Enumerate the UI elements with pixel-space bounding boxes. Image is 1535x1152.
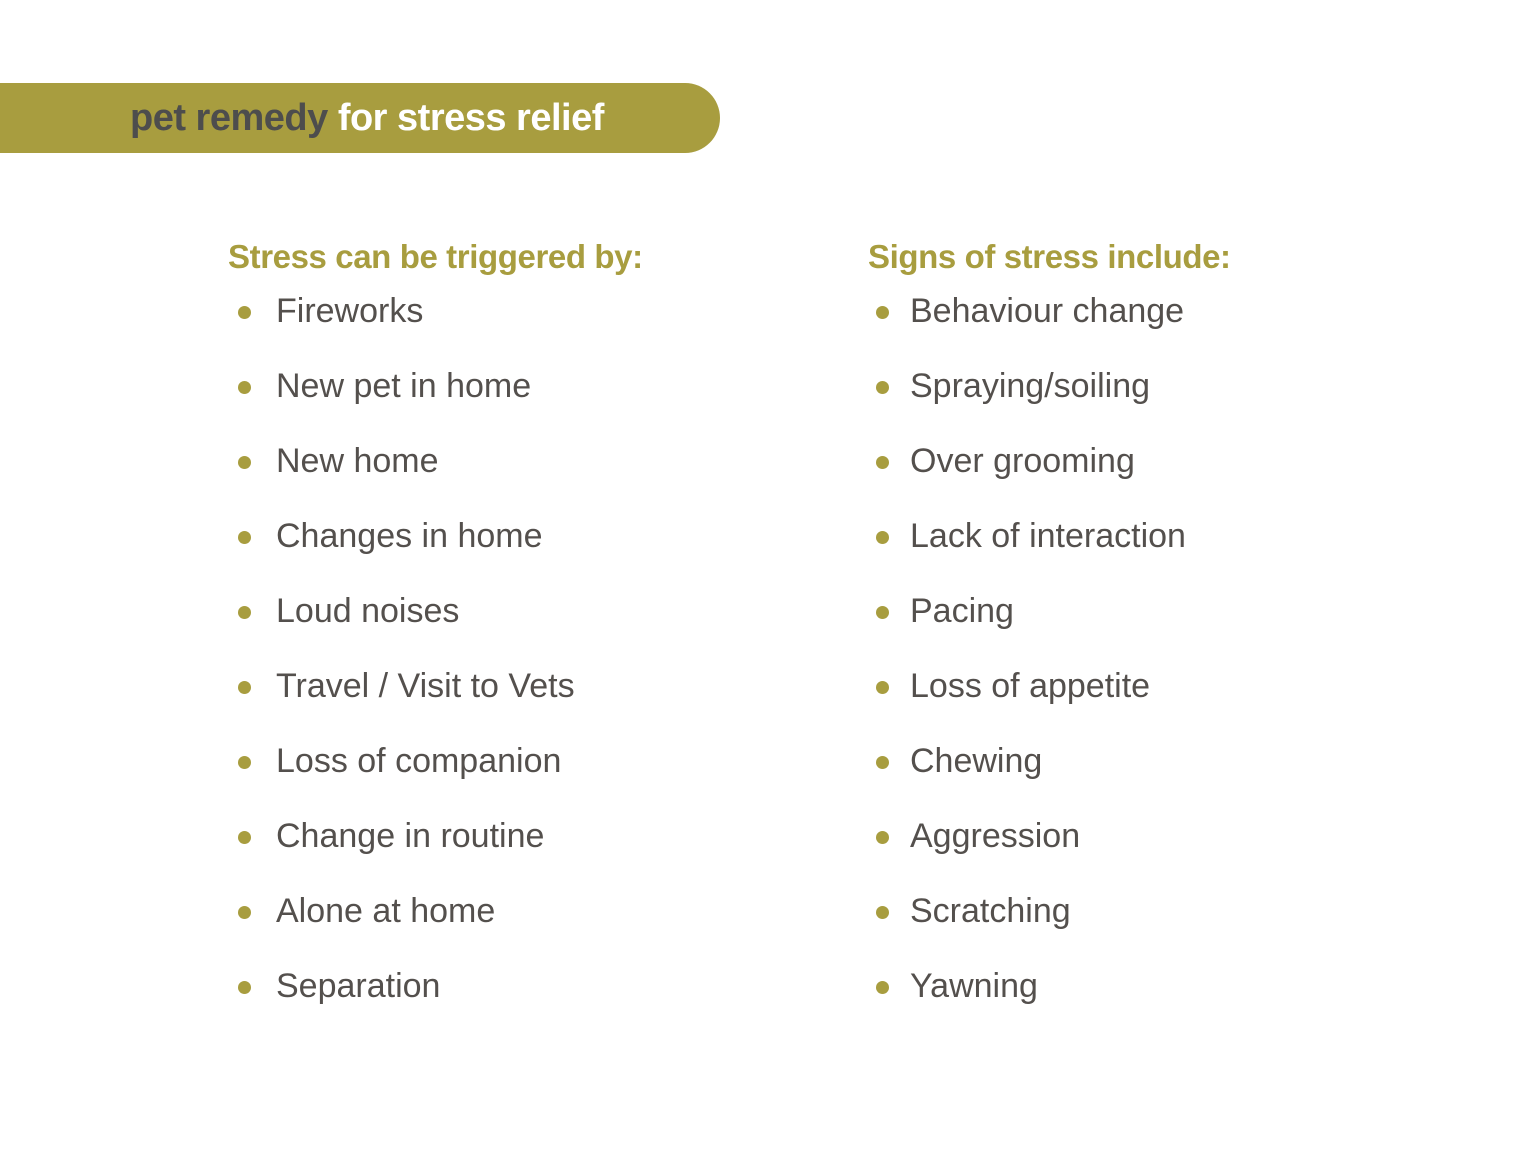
bullet-icon	[876, 756, 889, 769]
bullet-icon	[238, 756, 251, 769]
list-item	[228, 744, 640, 778]
bullet-icon	[238, 681, 251, 694]
list-item	[868, 669, 1280, 703]
list-item-label: Travel / Visit to Vets	[276, 667, 575, 705]
column-triggers	[0, 238, 643, 1044]
list-item	[228, 369, 640, 403]
list-item	[228, 444, 640, 478]
bullet-icon	[238, 381, 251, 394]
list-item	[228, 594, 640, 628]
list-item-label: Change in routine	[276, 817, 545, 855]
list-item	[868, 519, 1280, 553]
list-item-label: Scratching	[910, 892, 1071, 930]
list-item-label: Fireworks	[276, 292, 424, 330]
brand-name: pet remedy	[130, 96, 328, 139]
list-item	[228, 519, 640, 553]
bullet-icon	[238, 606, 251, 619]
title-banner	[0, 83, 720, 153]
content-columns	[0, 238, 1535, 1044]
list-item-label: Lack of interaction	[910, 517, 1186, 555]
bullet-icon	[876, 456, 889, 469]
signs-heading: Signs of stress include:	[868, 238, 1231, 275]
triggers-heading: Stress can be triggered by:	[228, 238, 643, 275]
list-item-label: Spraying/soiling	[910, 367, 1151, 405]
bullet-icon	[238, 306, 251, 319]
list-item-label: Separation	[276, 967, 441, 1005]
bullet-icon	[238, 981, 251, 994]
bullet-icon	[238, 456, 251, 469]
column-signs	[640, 238, 1280, 1044]
list-item-label: Alone at home	[276, 892, 496, 930]
signs-list	[868, 294, 1280, 1003]
list-item	[228, 969, 640, 1003]
bullet-icon	[238, 531, 251, 544]
list-item	[868, 969, 1280, 1003]
list-item	[868, 819, 1280, 853]
triggers-list	[228, 294, 640, 1003]
bullet-icon	[876, 606, 889, 619]
list-item	[228, 819, 640, 853]
list-item-label: Chewing	[910, 742, 1043, 780]
bullet-icon	[876, 831, 889, 844]
list-item-label: Over grooming	[910, 442, 1135, 480]
list-item	[228, 294, 640, 328]
list-item	[868, 594, 1280, 628]
list-item	[868, 894, 1280, 928]
bullet-icon	[238, 831, 251, 844]
list-item	[228, 894, 640, 928]
bullet-icon	[876, 306, 889, 319]
list-item-label: Aggression	[910, 817, 1081, 855]
list-item-label: Changes in home	[276, 517, 543, 555]
list-item-label: New home	[276, 442, 439, 480]
bullet-icon	[876, 681, 889, 694]
list-item-label: Yawning	[910, 967, 1038, 1005]
bullet-icon	[876, 981, 889, 994]
list-item	[868, 744, 1280, 778]
list-item	[228, 669, 640, 703]
list-item	[868, 294, 1280, 328]
banner-tagline: for stress relief	[337, 96, 604, 139]
bullet-icon	[876, 906, 889, 919]
list-item-label: Pacing	[910, 592, 1014, 630]
list-item-label: Loss of appetite	[910, 667, 1151, 705]
list-item-label: New pet in home	[276, 367, 532, 405]
banner-subtitle	[328, 97, 338, 139]
list-item-label: Loss of companion	[276, 742, 562, 780]
banner-title	[130, 97, 604, 140]
list-item	[868, 369, 1280, 403]
list-item-label: Behaviour change	[910, 292, 1185, 330]
bullet-icon	[238, 906, 251, 919]
list-item-label: Loud noises	[276, 592, 460, 630]
bullet-icon	[876, 381, 889, 394]
list-item	[868, 444, 1280, 478]
bullet-icon	[876, 531, 889, 544]
